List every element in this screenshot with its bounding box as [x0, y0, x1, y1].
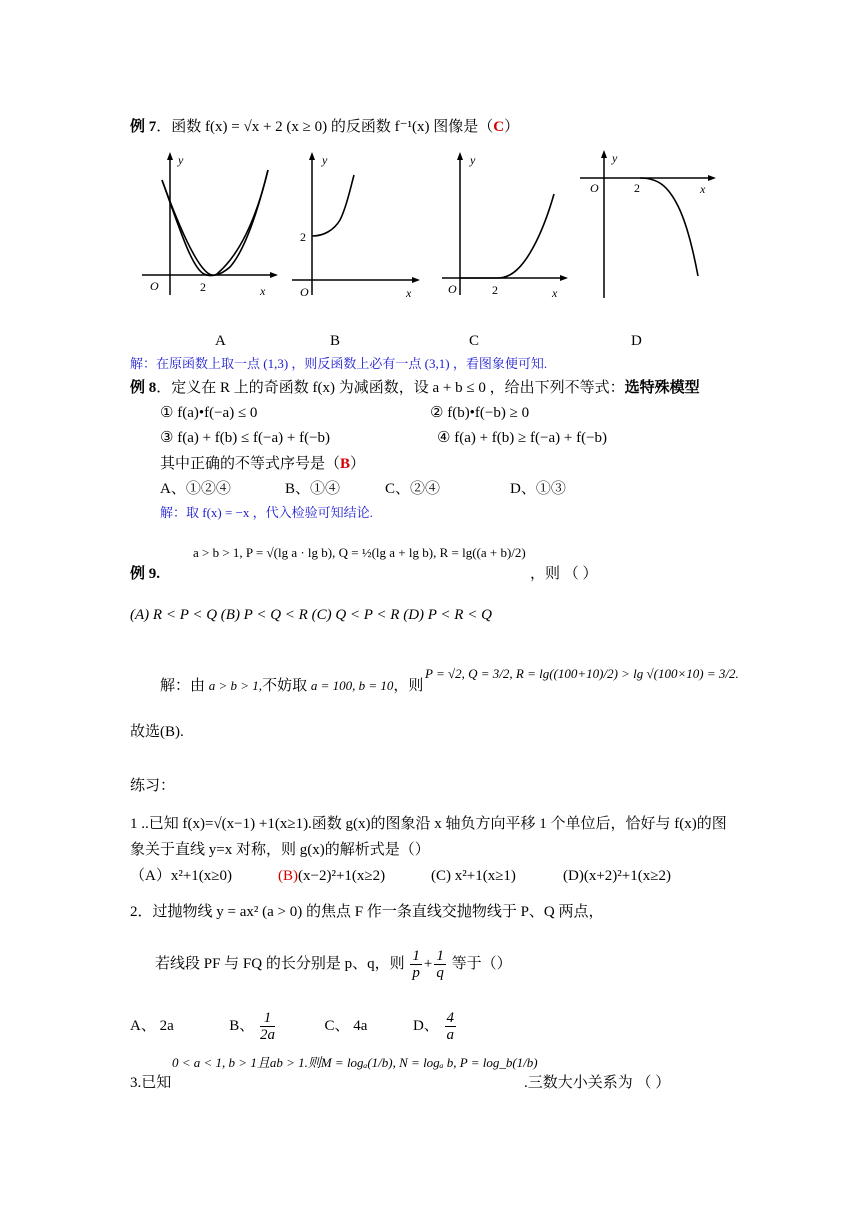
q1-choice-b: (B)(x−2)²+1(x≥2)	[278, 868, 386, 884]
ex8-item-2: ② f(b)•f(−b) ≥ 0	[430, 405, 530, 421]
graph-b	[290, 150, 420, 300]
ex9-condition: a > b > 1, P = √(lg a · lg b), Q = ½(lg a + lg b), R = lg((a + b)/2)	[193, 545, 526, 560]
ex8-item-4: ④ f(a) + f(b) ≥ f(−a) + f(−b)	[437, 430, 608, 446]
graph-c	[440, 150, 570, 300]
ex7-solution: 解：在原函数上取一点 (1,3) ，则反函数上必有一点 (3,1) ，看图象便可知.	[130, 356, 548, 371]
graph-a-x-label: x	[260, 284, 266, 298]
graph-d-origin: O	[590, 181, 599, 195]
option-b-label: B	[330, 333, 341, 349]
graph-b-x-label: x	[406, 286, 412, 300]
graph-d-tick-2: 2	[634, 181, 640, 195]
ex8-choice-d: D、①③	[510, 481, 566, 497]
q2-frac-1-over-2a: $\frac{1}{2a}$	[260, 1010, 276, 1044]
q1-choice-d: (D)(x+2)²+1(x≥2)	[563, 868, 671, 884]
q2-line-1: 2．过抛物线 y = ax² (a > 0) 的焦点 F 作一条直线交抛物线于 P、Q 两点，	[130, 904, 604, 920]
q2-frac-1-over-p: $\frac{1}{p}$	[412, 948, 420, 982]
ex8-item-3: ③ f(a) + f(b) ≤ f(−a) + f(−b)	[160, 430, 331, 446]
graph-d-x-label: x	[700, 182, 706, 196]
graph-c-origin: O	[448, 282, 457, 296]
q2-frac-1-over-q: $\frac{1}{q}$	[436, 948, 444, 982]
option-d-label: D	[631, 333, 642, 349]
graph-a	[140, 150, 280, 300]
ex9-result: P = √2, Q = 3/2, R = lg((100+10)/2) > lg √(100×10) = 3/2.	[425, 666, 739, 681]
ex8-prompt: 其中正确的不等式序号是（B）	[160, 456, 366, 472]
q3-suffix: .三数大小关系为 （ ）	[524, 1075, 671, 1091]
graph-d-y-label: y	[612, 151, 618, 165]
ex8-choice-a: A、①②④	[160, 481, 231, 497]
graph-a-y-label: y	[178, 153, 184, 167]
ex9-title: 例 9.	[130, 566, 161, 582]
ex8-choice-c: C、②④	[385, 481, 441, 497]
q1-choice-a: （A）x²+1(x≥0)	[130, 868, 233, 884]
ex9-solution: 解：由 a > b > 1,不妨取 a = 100, b = 10，则	[160, 678, 424, 694]
q2-choice-d: D、	[412, 1018, 439, 1034]
graph-b-tick-2: 2	[300, 230, 306, 244]
q2-line-2: 若线段 PF 与 FQ 的长分别是 p、q，则 $\frac{1}{p}$ + $\frac{1}{q}$ 等于（）	[155, 948, 512, 982]
q2-choice-a: A、 2a	[130, 1018, 174, 1034]
ex9-then: ，则 （ ）	[530, 566, 598, 582]
q2-choices	[130, 1006, 458, 1046]
graph-b-origin: O	[300, 285, 309, 299]
graph-c-tick-2: 2	[492, 283, 498, 297]
ex8-item-1: ① f(a)•f(−a) ≤ 0	[160, 405, 258, 421]
graph-c-x-label: x	[552, 286, 558, 300]
q1-line-2: 象关于直线 y=x 对称，则 g(x)的解析式是（）	[130, 842, 430, 858]
graph-b-y-label: y	[322, 153, 328, 167]
practice-heading: 练习：	[130, 778, 176, 794]
ex8-question: 例 8．定义在 R 上的奇函数 f(x) 为减函数，设 a + b ≤ 0 ，给出下列不等式：选特殊模型	[130, 380, 700, 396]
q2-frac-4-over-a: $\frac{4}{a}$	[446, 1010, 455, 1044]
graph-c-y-label: y	[470, 153, 476, 167]
graph-a-origin: O	[150, 279, 159, 293]
ex9-conclusion: 故选(B).	[130, 724, 184, 740]
ex9-choices: (A) R < P < Q (B) P < Q < R (C) Q < P < R (D) P < R < Q	[130, 607, 492, 623]
q2-choice-c: C、 4a	[324, 1018, 368, 1034]
q2-choice-b: B、	[229, 1018, 255, 1034]
q1-line-1: 1 ..已知 f(x)=√(x−1) +1(x≥1).函数 g(x)的图象沿 x 轴负方向平移 1 个单位后，恰好与 f(x)的图	[130, 816, 727, 832]
ex7-question: 例 7．函数 f(x) = √x + 2 (x ≥ 0) 的反函数 f⁻¹(x) 图像是（C）	[130, 119, 520, 135]
q1-choice-c: (C) x²+1(x≥1)	[431, 868, 516, 884]
ex8-solution: 解：取 f(x) = −x ，代入检验可知结论.	[160, 505, 373, 520]
option-c-label: C	[469, 333, 480, 349]
ex8-choice-b: B、①④	[285, 481, 341, 497]
q3-prefix: 3.已知	[130, 1075, 172, 1091]
q3-condition: 0 < a < 1, b > 1且ab > 1.则M = logₐ(1/b), N = logₐ b, P = log_b(1/b)	[172, 1055, 538, 1070]
graph-a-tick-2: 2	[200, 280, 206, 294]
option-a-label: A	[215, 333, 226, 349]
graph-d	[578, 150, 718, 300]
